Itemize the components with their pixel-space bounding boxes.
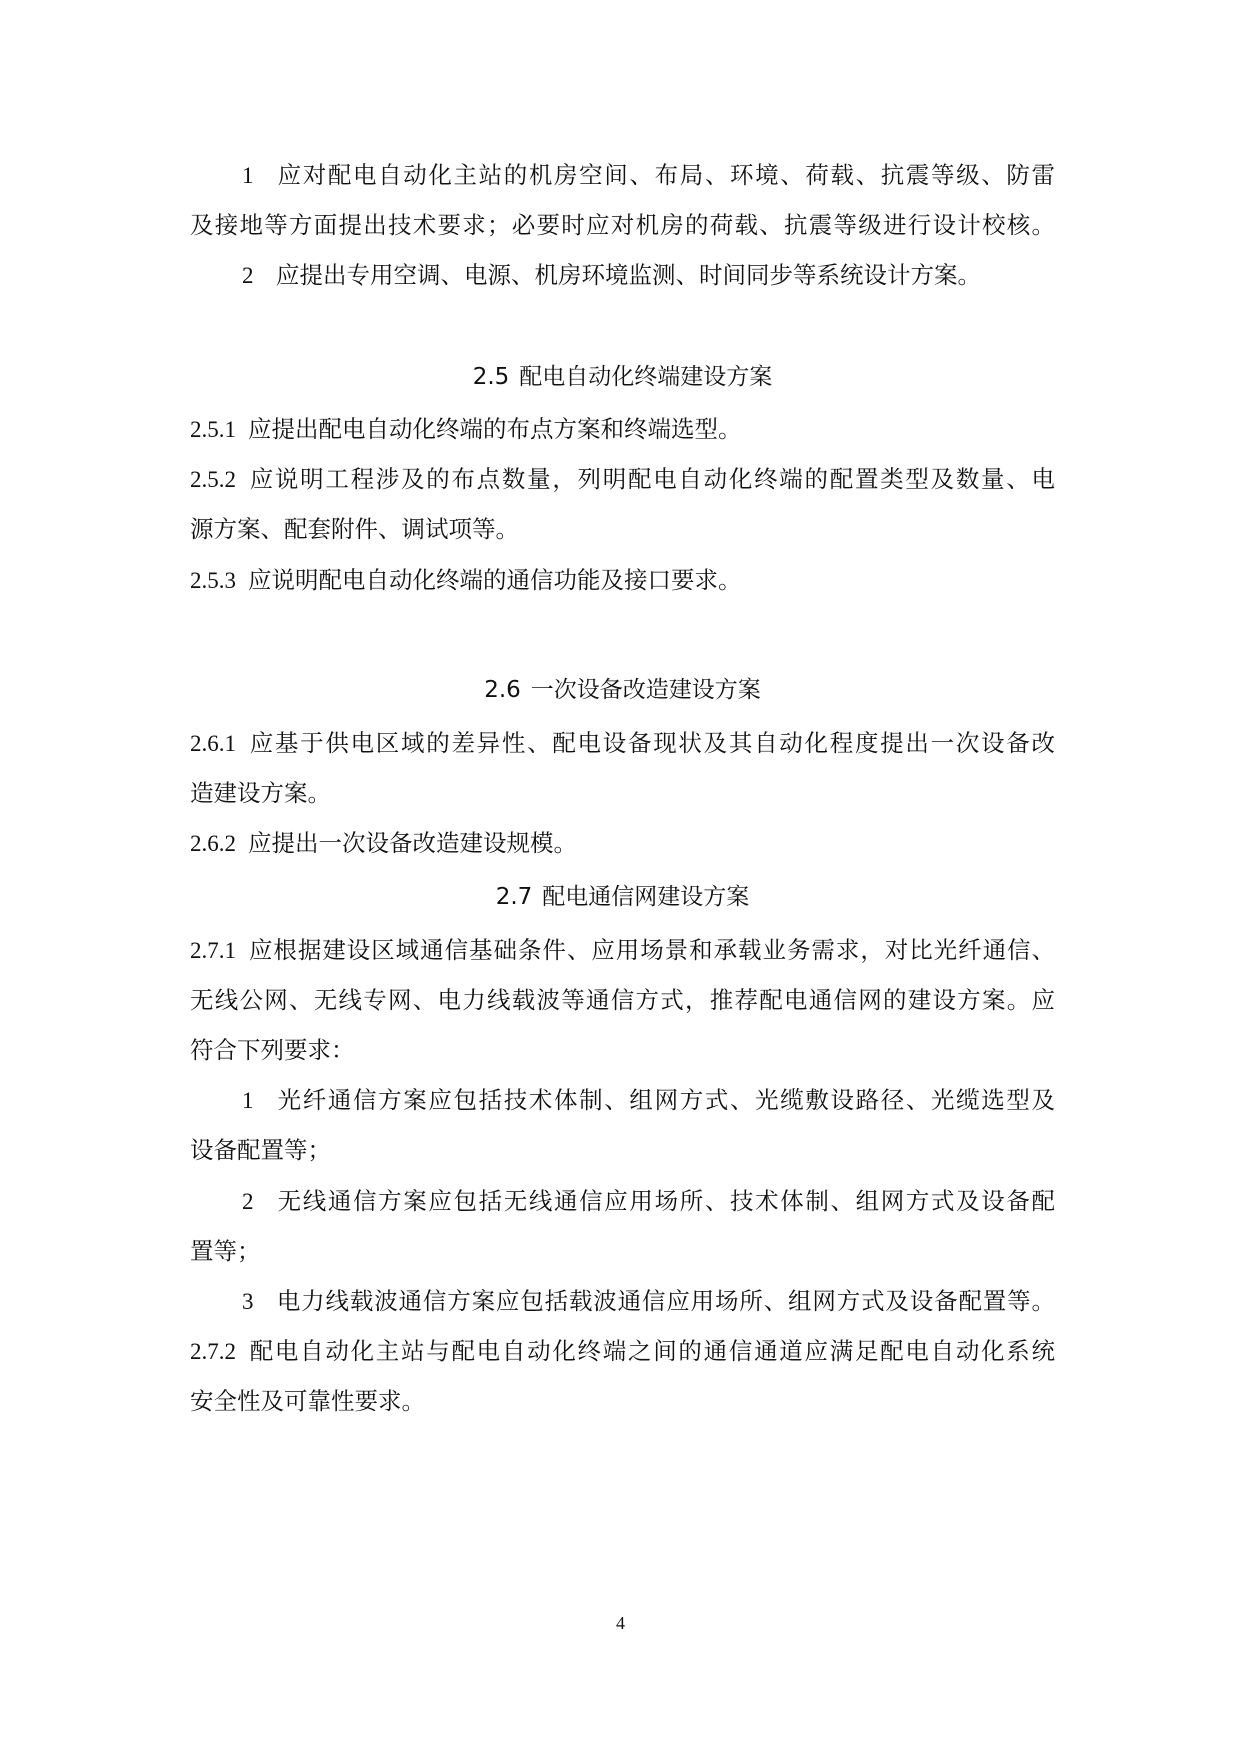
item-text: 设备配置等； bbox=[190, 1136, 331, 1164]
item-text: 无线通信方案应包括无线通信应用场所、技术体制、组网方式及设备配 bbox=[276, 1187, 1055, 1215]
item-text: 光纤通信方案应包括技术体制、组网方式、光缆敷设路径、光缆选型及 bbox=[276, 1086, 1055, 1114]
clause-number: 2.5.3 bbox=[190, 568, 236, 593]
clause-text: 造建设方案。 bbox=[190, 779, 331, 807]
clause-text: 源方案、配套附件、调试项等。 bbox=[190, 515, 519, 543]
clause-2-7-1-continuation bbox=[190, 985, 1055, 1015]
page-number: 4 bbox=[616, 1613, 625, 1633]
item-text: 电力线载波通信方案应包括载波通信应用场所、组网方式及设备配置等。 bbox=[276, 1287, 1055, 1315]
clause-2-7-2-continuation bbox=[190, 1386, 1055, 1416]
clause-text: 应说明配电自动化终端的通信功能及接口要求。 bbox=[248, 566, 742, 594]
item-number: 2 bbox=[242, 1189, 254, 1214]
item-text: 应提出专用空调、电源、机房环境监测、时间同步等系统设计方案。 bbox=[276, 261, 981, 289]
list-item-2 bbox=[242, 260, 1055, 291]
clause-2-7-1-continuation-2 bbox=[190, 1035, 1055, 1065]
list-item-2-7-1-1 bbox=[242, 1085, 1055, 1116]
clause-number: 2.7.2 bbox=[190, 1339, 236, 1364]
clause-number: 2.6.1 bbox=[190, 731, 236, 756]
clause-text: 应基于供电区域的差异性、配电设备现状及其自动化程度提出一次设备改 bbox=[248, 729, 1055, 757]
list-item-2-7-1-3 bbox=[242, 1286, 1055, 1317]
clause-text: 应根据建设区域通信基础条件、应用场景和承载业务需求，对比光纤通信、 bbox=[248, 936, 1055, 964]
clause-text: 应提出一次设备改造建设规模。 bbox=[248, 829, 577, 857]
item-text: 置等； bbox=[190, 1237, 261, 1265]
clause-2-6-2 bbox=[190, 828, 1055, 859]
section-heading-2-7 bbox=[190, 882, 1055, 912]
clause-text: 符合下列要求： bbox=[190, 1036, 355, 1064]
section-title: 配电自动化终端建设方案 bbox=[519, 364, 773, 390]
clause-2-5-1 bbox=[190, 414, 1055, 445]
clause-number: 2.5.1 bbox=[190, 417, 236, 442]
list-item-2-7-1-1-continuation bbox=[190, 1135, 1055, 1165]
section-number: 2.5 bbox=[472, 364, 510, 390]
clause-2-6-1 bbox=[190, 728, 1055, 759]
item-number: 3 bbox=[242, 1289, 254, 1314]
clause-2-5-3 bbox=[190, 565, 1055, 596]
clause-text: 应说明工程涉及的布点数量，列明配电自动化终端的配置类型及数量、电 bbox=[248, 465, 1055, 493]
section-heading-2-5 bbox=[190, 362, 1055, 392]
clause-2-7-2 bbox=[190, 1336, 1055, 1367]
clause-2-6-1-continuation bbox=[190, 778, 1055, 808]
section-number: 2.7 bbox=[495, 884, 533, 910]
clause-2-5-2 bbox=[190, 464, 1055, 495]
clause-text: 配电自动化主站与配电自动化终端之间的通信通道应满足配电自动化系统 bbox=[248, 1337, 1055, 1365]
clause-text: 无线公网、无线专网、电力线载波等通信方式，推荐配电通信网的建设方案。应 bbox=[190, 986, 1055, 1014]
item-text: 及接地等方面提出技术要求；必要时应对机房的荷载、抗震等级进行设计校核。 bbox=[190, 211, 1055, 239]
clause-number: 2.6.2 bbox=[190, 831, 236, 856]
clause-text: 安全性及可靠性要求。 bbox=[190, 1387, 425, 1415]
list-item-2-7-1-2-continuation bbox=[190, 1236, 1055, 1266]
item-text: 应对配电自动化主站的机房空间、布局、环境、荷载、抗震等级、防雷 bbox=[276, 161, 1055, 189]
clause-2-7-1 bbox=[190, 935, 1055, 966]
item-number: 1 bbox=[242, 1088, 254, 1113]
list-item-2-7-1-2 bbox=[242, 1186, 1055, 1217]
clause-number: 2.5.2 bbox=[190, 467, 236, 492]
list-item-1 bbox=[242, 160, 1055, 191]
list-item-1-continuation bbox=[190, 210, 1055, 240]
section-title: 配电通信网建设方案 bbox=[542, 884, 750, 910]
clause-number: 2.7.1 bbox=[190, 938, 236, 963]
section-title: 一次设备改造建设方案 bbox=[530, 677, 761, 703]
item-number: 1 bbox=[242, 163, 254, 188]
section-heading-2-6 bbox=[190, 675, 1055, 705]
item-number: 2 bbox=[242, 263, 254, 288]
clause-2-5-2-continuation bbox=[190, 514, 1055, 544]
clause-text: 应提出配电自动化终端的布点方案和终端选型。 bbox=[248, 415, 742, 443]
section-number: 2.6 bbox=[484, 677, 521, 703]
